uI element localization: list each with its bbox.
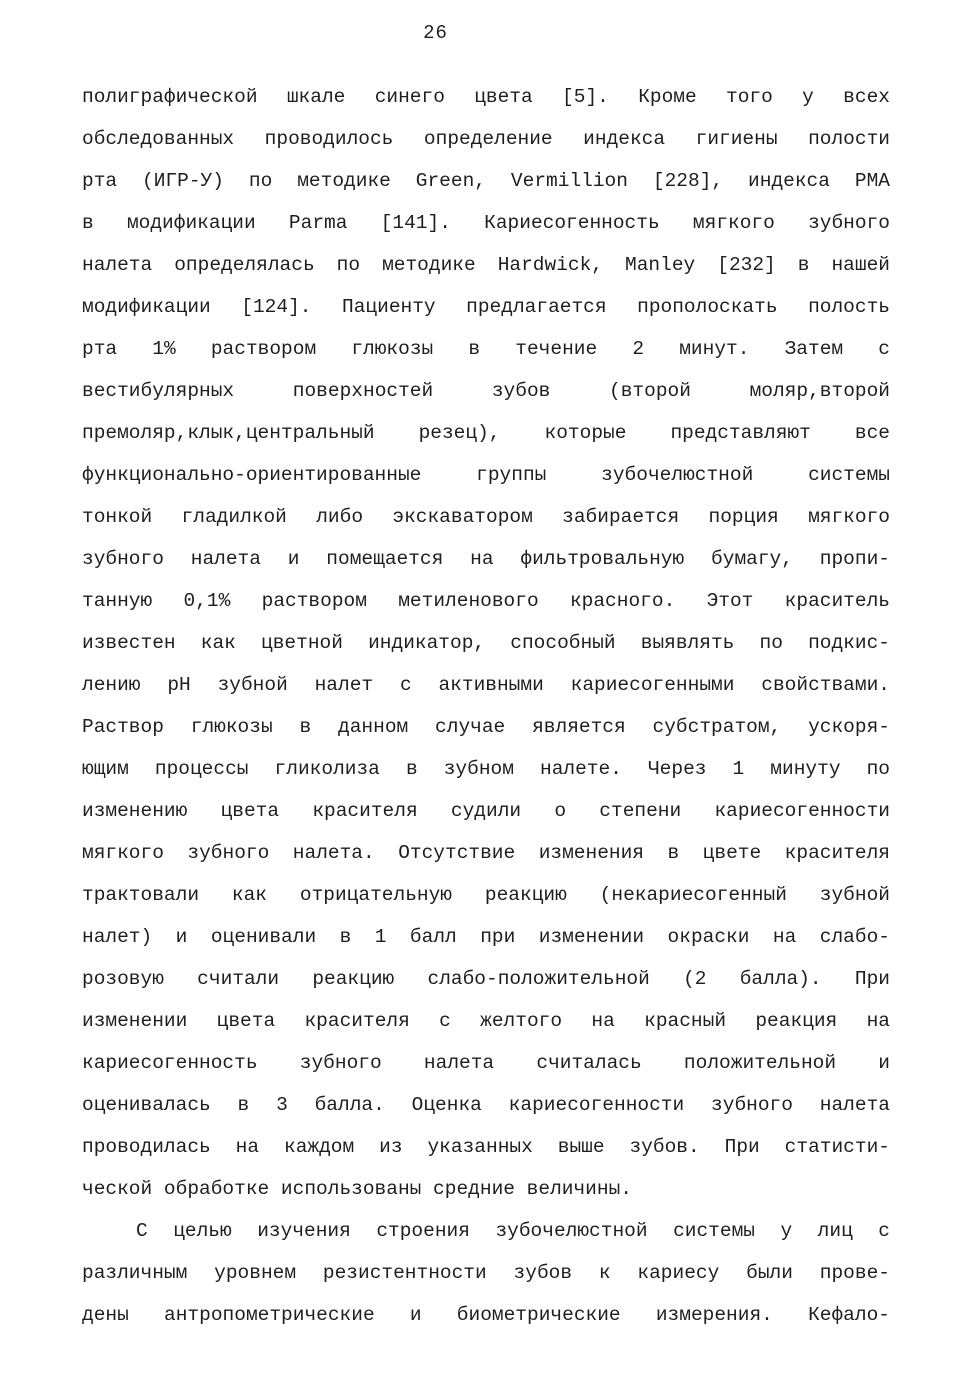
text-line: различным уровнем резистентности зубов к кариесу были прове-	[82, 1262, 890, 1284]
text-line: вестибулярных поверхностей зубов (второй моляр,второй	[82, 380, 890, 402]
text-line: налета определялась по методике Hardwick, Manley [232] в нашей	[82, 254, 890, 276]
text-line: налет) и оценивали в 1 балл при изменении окраски на слабо-	[82, 926, 890, 948]
text-line: кариесогенность зубного налета считалась положительной и	[82, 1052, 890, 1074]
paragraph-anthropometry	[82, 1210, 890, 1336]
text-line: ющим процессы гликолиза в зубном налете. Через 1 минуту по	[82, 758, 890, 780]
text-line: проводилась на каждом из указанных выше зубов. При статисти-	[82, 1136, 890, 1158]
body-text	[82, 76, 890, 1336]
text-line: С целью изучения строения зубочелюстной системы у лиц с	[136, 1220, 890, 1242]
text-line: изменению цвета красителя судили о степени кариесогенности	[82, 800, 890, 822]
text-line: изменении цвета красителя с желтого на красный реакция на	[82, 1010, 890, 1032]
text-line: розовую считали реакцию слабо-положительной (2 балла). При	[82, 968, 890, 990]
text-line: лению рН зубной налет с активными кариесогенными свойствами.	[82, 674, 890, 696]
text-line: танную 0,1% раствором метиленового красного. Этот краситель	[82, 590, 890, 612]
text-line: обследованных проводилось определение индекса гигиены полости	[82, 128, 890, 150]
text-line: тонкой гладилкой либо экскаватором забирается порция мягкого	[82, 506, 890, 528]
text-line: полиграфической шкале синего цвета [5]. Кроме того у всех	[82, 86, 890, 108]
text-line: Раствор глюкозы в данном случае является субстратом, ускоря-	[82, 716, 890, 738]
text-line: рта 1% раствором глюкозы в течение 2 минут. Затем с	[82, 338, 890, 360]
text-line: мягкого зубного налета. Отсутствие изменения в цвете красителя	[82, 842, 890, 864]
text-line: зубного налета и помещается на фильтровальную бумагу, пропи-	[82, 548, 890, 570]
text-line: функционально-ориентированные группы зубочелюстной системы	[82, 464, 890, 486]
text-line: в модификации Parma [141]. Кариесогенность мягкого зубного	[82, 212, 890, 234]
text-line: модификации [124]. Пациенту предлагается прополоскать полость	[82, 296, 890, 318]
paragraph-methods	[82, 76, 890, 1210]
text-line: дены антропометрические и биометрические измерения. Кефало-	[82, 1304, 890, 1326]
text-line: рта (ИГР-У) по методике Green, Vermillion [228], индекса РМА	[82, 170, 890, 192]
text-line: ческой обработке использованы средние величины.	[82, 1178, 632, 1200]
page-number: 26	[423, 22, 448, 44]
text-line: известен как цветной индикатор, способный выявлять по подкис-	[82, 632, 890, 654]
text-line: трактовали как отрицательную реакцию (некариесогенный зубной	[82, 884, 890, 906]
text-line: оценивалась в 3 балла. Оценка кариесогенности зубного налета	[82, 1094, 890, 1116]
text-line: премоляр,клык,центральный резец), которые представляют все	[82, 422, 890, 444]
